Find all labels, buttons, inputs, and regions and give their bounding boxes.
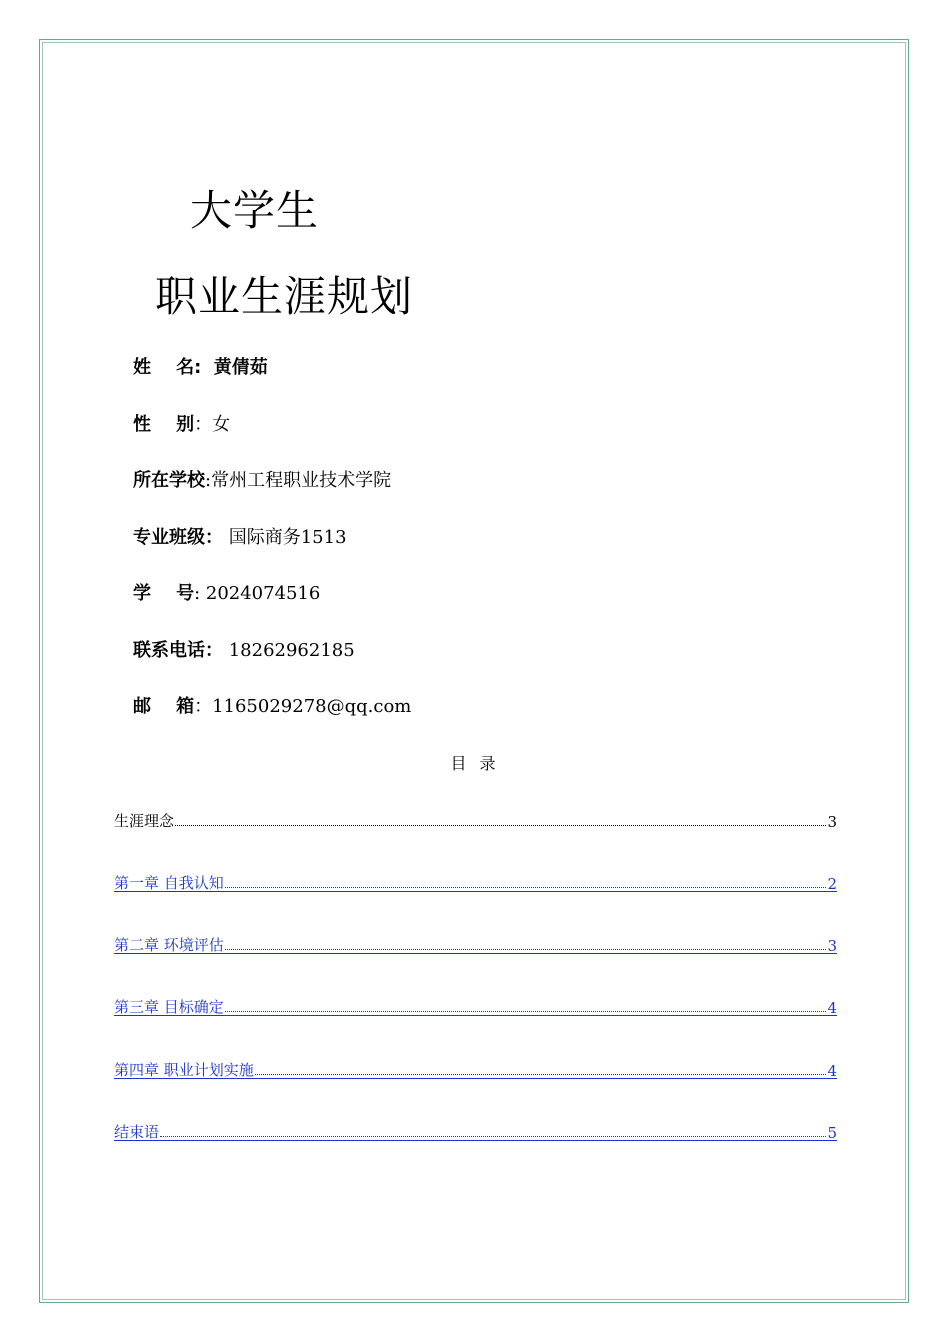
- toc-entry-page: 3: [827, 937, 837, 955]
- info-email: [133, 695, 411, 719]
- toc-entry-page: 2: [827, 875, 837, 893]
- toc-entry-page: 4: [827, 999, 837, 1017]
- toc-leader: [225, 1010, 827, 1012]
- toc-entry-text: 生涯理念: [114, 812, 175, 830]
- title-line-1: 大学生: [190, 186, 320, 235]
- title-line-2: 职业生涯规划: [155, 272, 414, 321]
- toc-leader: [225, 886, 827, 888]
- toc-entry-text: 结束语: [114, 1123, 160, 1141]
- info-gender: [133, 413, 230, 437]
- toc-entry-chapter-2[interactable]: [114, 933, 837, 955]
- info-label: 姓 名:: [133, 357, 202, 378]
- info-label: 性 别: [133, 414, 195, 435]
- info-label: 专业班级：: [133, 527, 223, 548]
- toc-leader: [175, 824, 826, 826]
- info-class: [133, 526, 347, 550]
- toc-entry-page: 3: [827, 813, 837, 831]
- info-name: [133, 356, 268, 380]
- info-phone: [133, 639, 355, 663]
- toc-entry-page: 4: [827, 1062, 837, 1080]
- toc-leader: [225, 948, 827, 950]
- info-label: 联系电话：: [133, 640, 223, 661]
- toc-entry-philosophy: [114, 809, 837, 831]
- toc-entry-chapter-1[interactable]: [114, 871, 837, 893]
- toc-entry-text: 第四章 职业计划实施: [114, 1061, 254, 1079]
- info-value: ：女: [194, 414, 231, 435]
- toc-title: 目 录: [450, 754, 500, 773]
- info-value: : 2024074516: [194, 583, 321, 604]
- toc-entry-chapter-4[interactable]: [114, 1058, 837, 1080]
- info-label: 学 号: [133, 583, 195, 604]
- toc-entry-text: 第三章 目标确定: [114, 998, 224, 1016]
- page-border: [39, 39, 909, 1303]
- info-value: :常州工程职业技术学院: [205, 470, 392, 491]
- info-value: 18262962185: [223, 640, 355, 661]
- toc-entry-text: 第二章 环境评估: [114, 936, 224, 954]
- info-value: 国际商务1513: [223, 527, 347, 548]
- toc-entry-conclusion[interactable]: [114, 1120, 837, 1142]
- toc-leader: [255, 1073, 827, 1075]
- toc-entry-text: 第一章 自我认知: [114, 874, 224, 892]
- info-label: 邮 箱: [133, 696, 195, 717]
- info-label: 所在学校: [133, 470, 205, 491]
- info-value: 黄倩茹: [201, 357, 268, 378]
- info-school: [133, 469, 391, 493]
- toc-entry-chapter-3[interactable]: [114, 995, 837, 1017]
- toc-leader: [160, 1135, 826, 1137]
- info-student-id: [133, 582, 320, 606]
- toc-entry-page: 5: [827, 1124, 837, 1142]
- info-value: ：1165029278@qq.com: [194, 696, 412, 717]
